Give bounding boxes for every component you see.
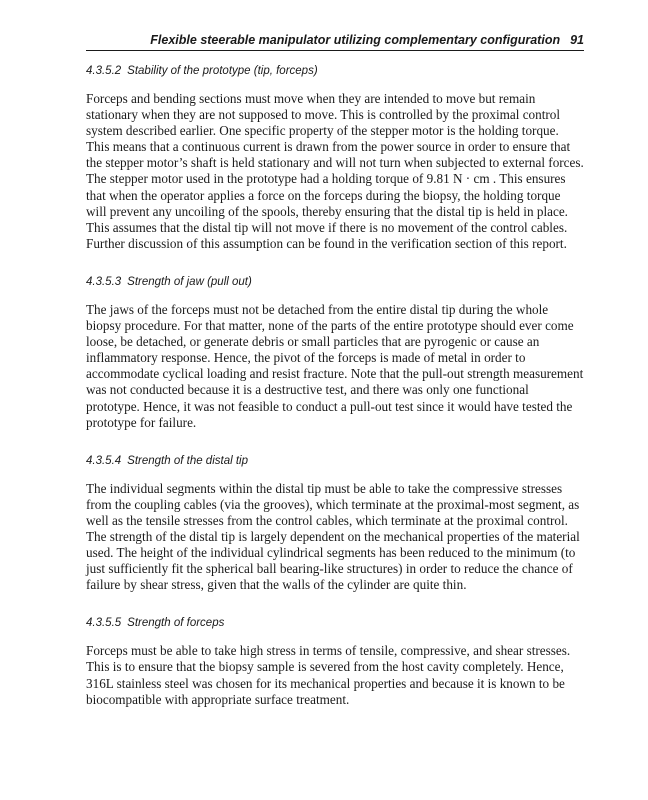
section-strength-of-jaw	[86, 274, 584, 431]
section-strength-of-forceps	[86, 615, 584, 707]
page-body	[86, 63, 584, 730]
running-head	[86, 30, 584, 51]
section-title: Stability of the prototype (tip, forceps)	[127, 65, 318, 77]
section-strength-of-distal-tip	[86, 453, 584, 594]
section-title: Strength of jaw (pull out)	[127, 275, 252, 288]
section-heading	[86, 453, 584, 469]
section-paragraph: The individual segments within the distal tip must be able to take the compressive stresses from the coupling cables (via the grooves), which terminate at the proximal-most segment, as well as the tensile stresses from the control cables, which terminate at the proximal control. The strength of the distal tip is largely dependent on the mechanical properties of the material used. The height of the individual cylindrical segments has been reduced to the minimum (to just sufficiently fit the spherical ball bearing-like structures) in order to reduce the chance of failure by shear stress, given that the walls of the cylinder are quite thin.	[86, 480, 580, 593]
section-heading	[86, 274, 584, 290]
section-heading	[86, 63, 584, 79]
section-title: Strength of forceps	[127, 617, 225, 630]
section-number: 4.3.5.3	[86, 275, 122, 288]
running-head-title: Flexible steerable manipulator utilizing complementary configuration	[150, 33, 561, 47]
section-number: 4.3.5.5	[86, 617, 122, 630]
section-paragraph: The jaws of the forceps must not be detached from the entire distal tip during the whole biopsy procedure. For that matter, none of the parts of the entire prototype should ever come loose, be detached, or generate debris or small particles that are pyrogenic or cause an inflammatory response. Hence, the pivot of the forceps is made of metal in order to accommodate cyclical loading and resist fracture. Note that the pull-out strength measurement was not conducted because it is a destructive test, and there was only one functional prototype. Hence, it was not feasible to conduct a pull-out test since it would have tested the prototype for failure.	[86, 301, 584, 430]
section-stability-of-prototype	[86, 63, 584, 252]
section-paragraph: Forceps and bending sections must move when they are intended to move but remain stationary when they are not supposed to move. This is controlled by the proximal control system described earlier. One specific property of the stepper motor is the holding torque. This means that a continuous current is drawn from the power source in order to ensure that the stepper motor’s shaft is held stationary and will not turn when subjected to external forces. The stepper motor used in the prototype had a holding torque of 9.81 N · cm . This ensures that when the operator applies a force on the forceps during the biopsy, the holding torque will prevent any uncoiling of the spools, thereby ensuring that the distal tip is held in place. This assumes that the distal tip will not move if there is no movement of the control cables. Further discussion of this assumption can be found in the verification section of this report.	[86, 91, 584, 251]
section-number: 4.3.5.2	[86, 65, 122, 77]
section-paragraph: Forceps must be able to take high stress in terms of tensile, compressive, and shear stresses. This is to ensure that the biopsy sample is severed from the host cavity completely. Hence, 316L stainless steel was chosen for its mechanical properties and because it is known to be biocompatible with appropriate surface treatment.	[86, 643, 571, 707]
section-number: 4.3.5.4	[86, 454, 122, 467]
section-heading	[86, 615, 584, 631]
page-number: 91	[570, 33, 584, 47]
section-title: Strength of the distal tip	[127, 454, 248, 467]
